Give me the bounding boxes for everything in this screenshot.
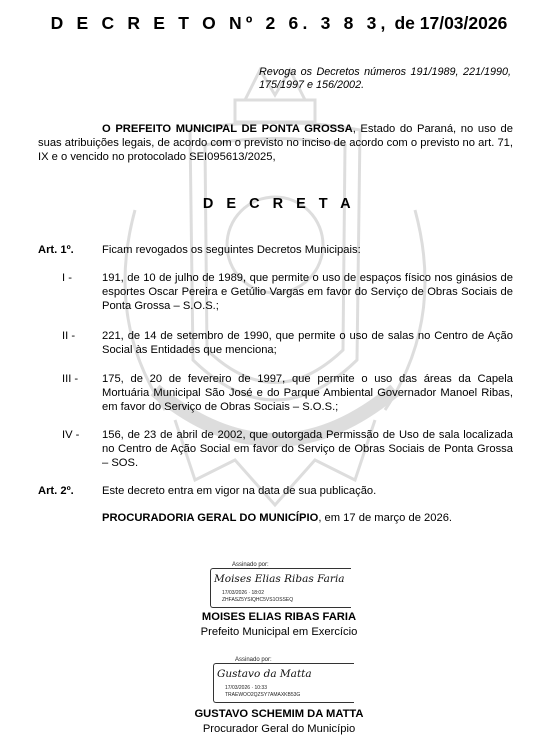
item-text: 175, de 20 de fevereiro de 1997, que permite o uso das áreas da Capela Mortuária Municipal São José e do Parque Ambiental Governador Manoel Ribas, em favor do Serviço de Obras Sociais – S.O.S.; <box>102 373 513 413</box>
signer-name: MOISES ELIAS RIBAS FARIA <box>201 611 357 623</box>
preamble <box>38 122 513 164</box>
stamp-code: TRAEWOO2QZSY7AMAXKB53G <box>225 692 301 698</box>
item-text: 191, de 10 de julho de 1989, que permite o uso de espaços físico nos ginásios de esportes Oscar Pereira e Getúlio Vargas em favor do Serviço de Obras Sociais de Ponta Grossa – S.O.S.; <box>102 272 513 312</box>
stamp-header: Assinado por: <box>232 562 269 568</box>
decreta-heading: D E C R E T A <box>202 196 356 212</box>
stamp-code: ZHFASZ5YSIQHC5VS1OSSEQ <box>222 597 294 603</box>
item-text: 221, de 14 de setembro de 1990, que permite o uso de salas no Centro de Ação Social às Entidades que menciona; <box>102 330 513 356</box>
item-label: IV - <box>62 429 80 441</box>
digital-signature-stamp <box>210 562 360 610</box>
stamp-date: 17/03/2026 · 18:02 <box>222 590 264 596</box>
handwritten-signature: Gustavo da Matta <box>217 668 312 680</box>
signer-name: GUSTAVO SCHEMIM DA MATTA <box>194 708 364 720</box>
stamp-header: Assinado por: <box>235 657 272 663</box>
digital-signature-stamp <box>213 657 363 705</box>
decree-date: de 17/03/2026 <box>389 13 508 33</box>
article-text: Ficam revogados os seguintes Decretos Municipais: <box>102 244 361 256</box>
ementa: Revoga os Decretos números 191/1989, 221/1990, 175/1997 e 156/2002. <box>259 66 511 91</box>
item-label: I - <box>62 272 72 284</box>
decree-number: Nº 2 6. 3 8 3, <box>220 13 390 33</box>
item-text: 156, de 23 de abril de 2002, que outorgada Permissão de Uso de sala localizada no Centro de Ação Social em favor do Serviço de Obras Sociais de Ponta Grossa – SOS. <box>102 429 513 469</box>
closing-line <box>102 512 452 524</box>
article-number: Art. 2º. <box>38 485 74 497</box>
handwritten-signature: Moises Elias Ribas Faria <box>214 573 345 585</box>
article-number: Art. 1º. <box>38 244 74 256</box>
closing-date: , em 17 de março de 2026. <box>318 512 453 524</box>
preamble-text: , Estado do Paraná, no uso de suas atribuições legais, de acordo com o previsto no inciso de acordo com o previsto no art. 71, IX e o vencido no protocolado SEI095613/2025, <box>38 123 513 163</box>
stamp-date: 17/03/2026 · 10:33 <box>225 685 267 691</box>
item-label: II - <box>62 330 76 342</box>
decree-title <box>0 13 558 34</box>
signer-role: Procurador Geral do Município <box>202 723 356 735</box>
decree-word: D E C R E T O <box>50 13 220 33</box>
item-label: III - <box>62 373 79 385</box>
article-text: Este decreto entra em vigor na data de sua publicação. <box>102 485 377 497</box>
signer-role: Prefeito Municipal em Exercício <box>200 626 358 638</box>
closing-office: PROCURADORIA GERAL DO MUNICÍPIO <box>102 512 319 524</box>
preamble-authority: O PREFEITO MUNICIPAL DE PONTA GROSSA <box>102 123 353 135</box>
